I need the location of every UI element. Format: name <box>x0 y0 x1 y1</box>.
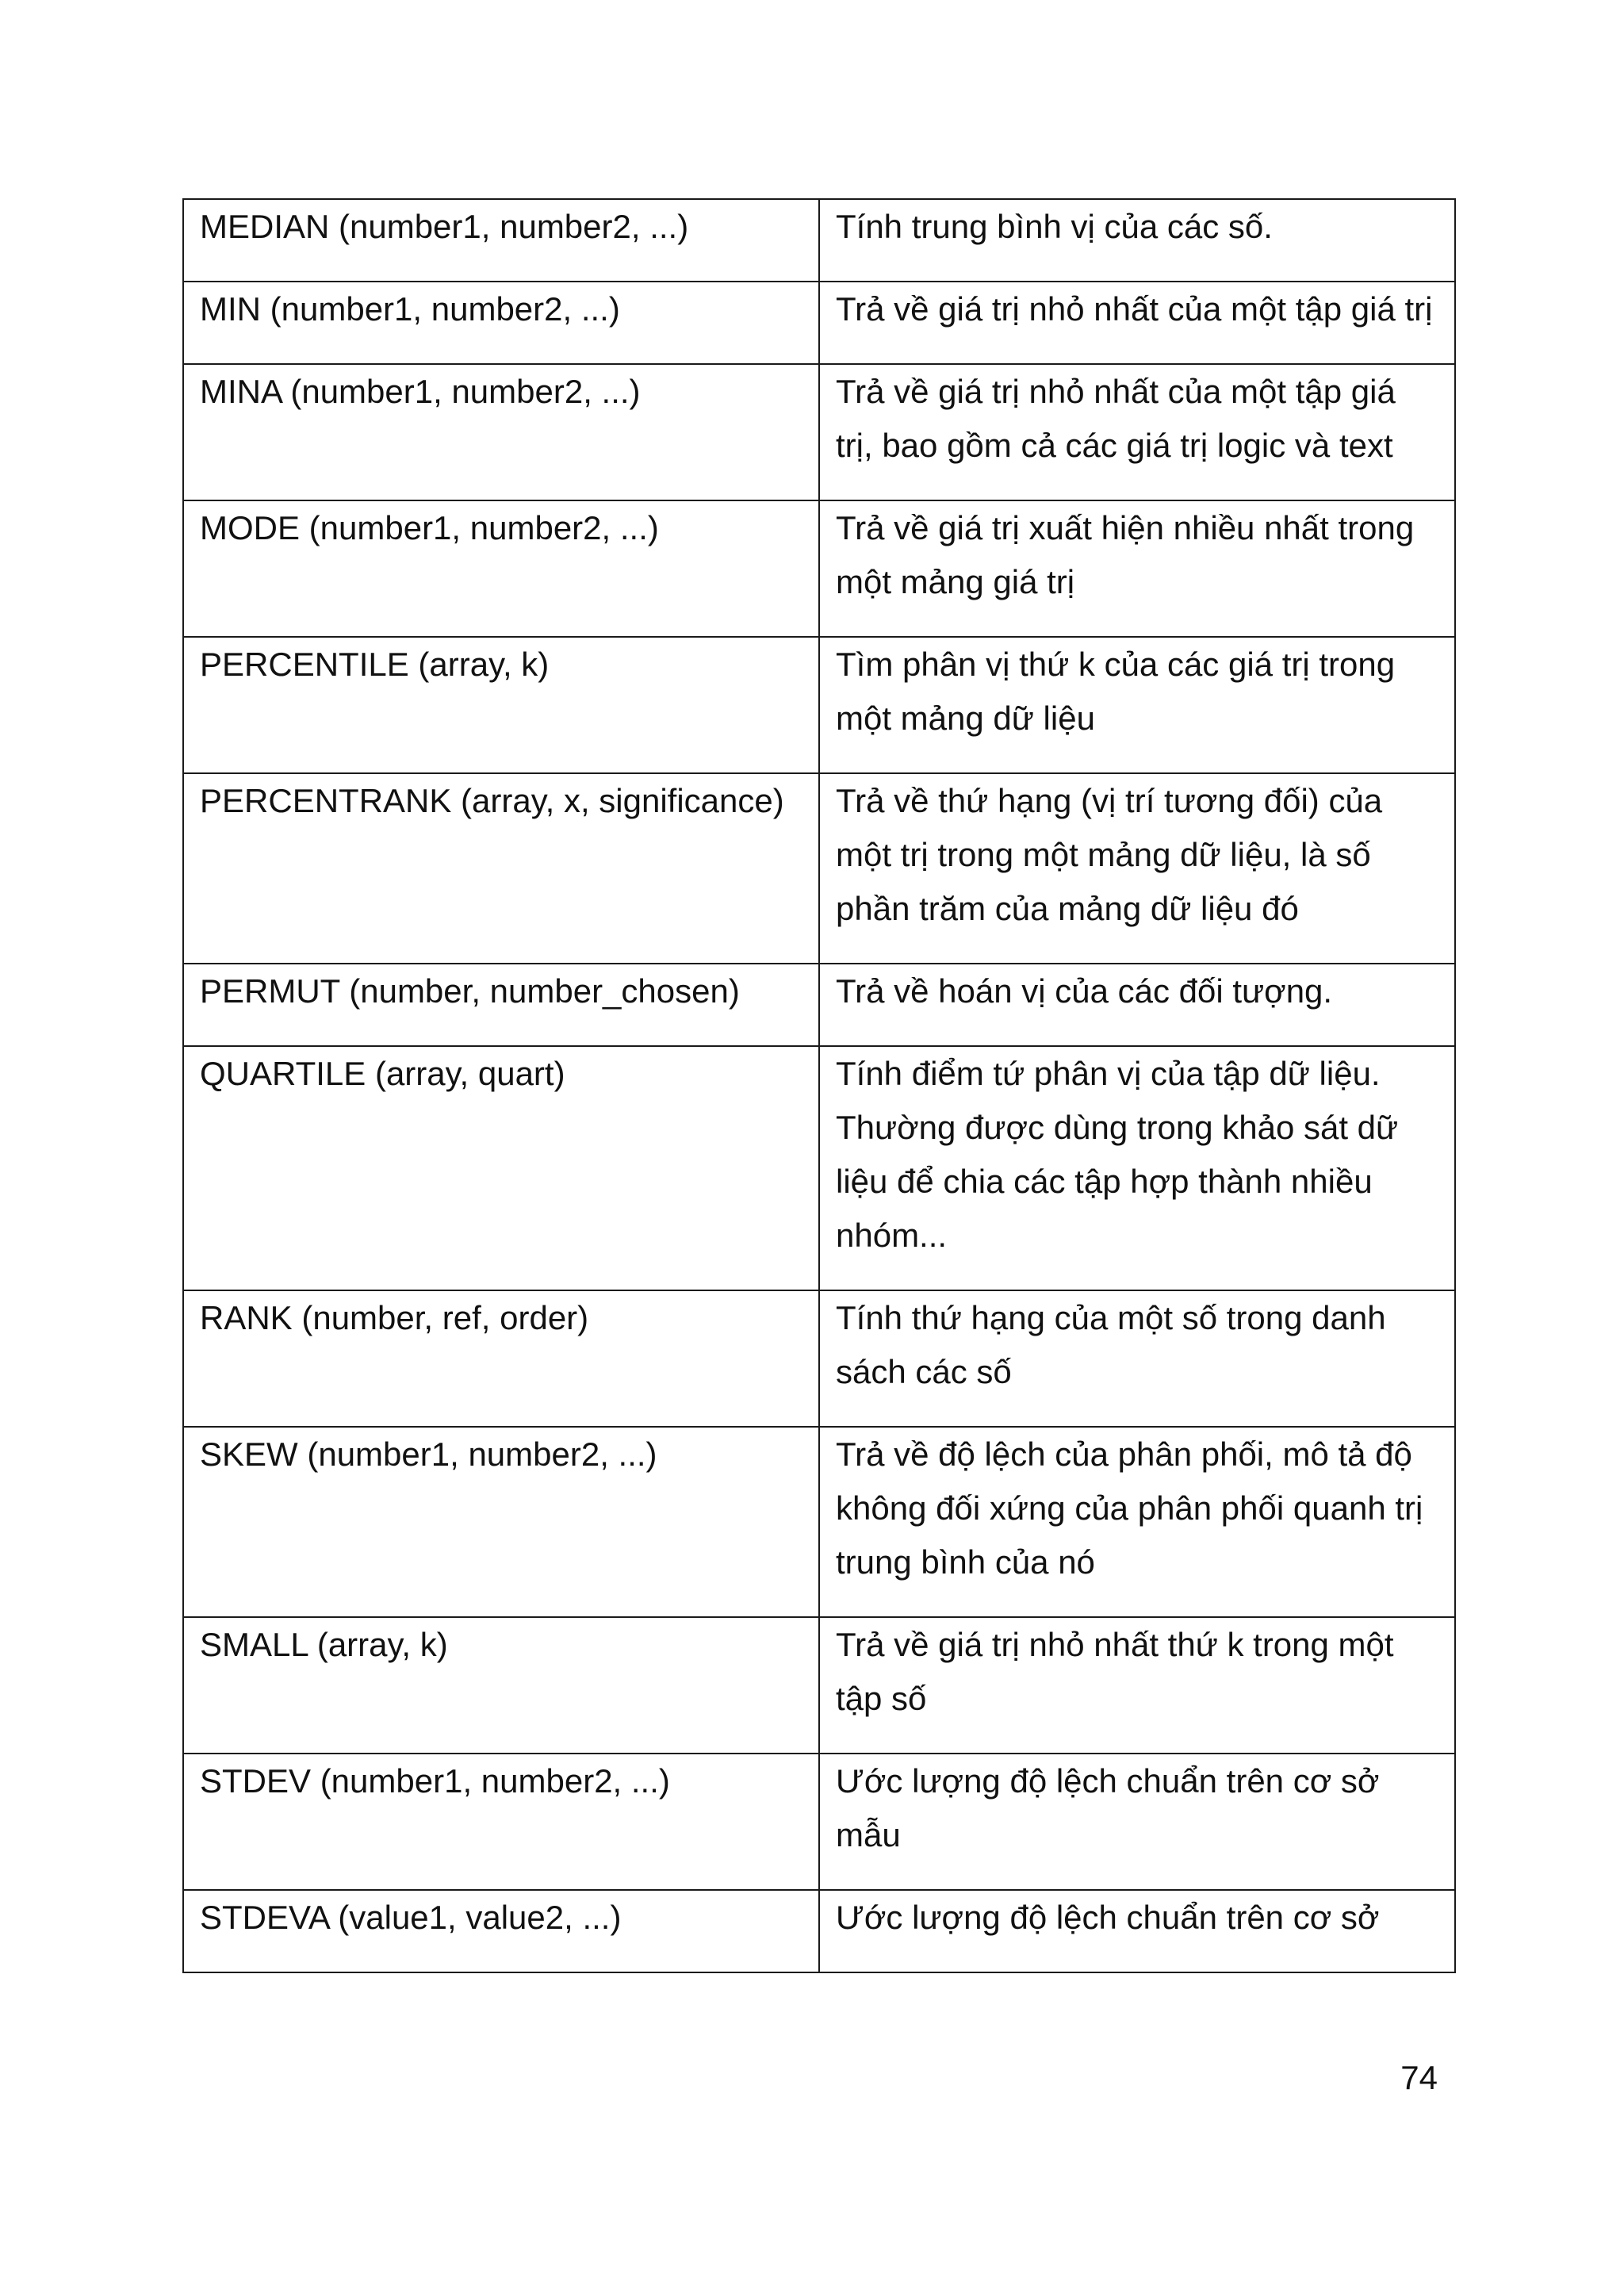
table-row <box>183 1754 1455 1890</box>
function-signature: SKEW (number1, number2, ...) <box>200 1435 657 1473</box>
function-table <box>182 198 1456 1973</box>
page-number: 74 <box>1400 2059 1438 2096</box>
table-row <box>183 1890 1455 1972</box>
function-description: Ước lượng độ lệch chuẩn trên cơ sở <box>836 1899 1380 1936</box>
function-description: Trả về độ lệch của phân phối, mô tả độ không đối xứng của phân phối quanh trị trung bình của nó <box>836 1435 1423 1581</box>
function-cell <box>183 1290 819 1427</box>
function-description: Trả về giá trị nhỏ nhất của một tập giá trị <box>836 290 1433 328</box>
function-description: Tính điểm tứ phân vị của tập dữ liệu. Thường được dùng trong khảo sát dữ liệu để chia các tập hợp thành nhiều nhóm... <box>836 1055 1399 1254</box>
function-cell <box>183 637 819 773</box>
function-description: Trả về giá trị xuất hiện nhiều nhất trong một mảng giá trị <box>836 509 1415 600</box>
function-description: Ước lượng độ lệch chuẩn trên cơ sở mẫu <box>836 1762 1380 1853</box>
function-cell <box>183 364 819 500</box>
function-description: Trả về giá trị nhỏ nhất thứ k trong một tập số <box>836 1626 1394 1717</box>
description-cell <box>819 1890 1455 1972</box>
table-row <box>183 637 1455 773</box>
description-cell <box>819 199 1455 282</box>
function-cell <box>183 500 819 637</box>
function-signature: PERMUT (number, number_chosen) <box>200 972 740 1010</box>
description-cell <box>819 364 1455 500</box>
table-row <box>183 199 1455 282</box>
function-signature: QUARTILE (array, quart) <box>200 1055 565 1092</box>
description-cell <box>819 964 1455 1046</box>
function-signature: RANK (number, ref, order) <box>200 1299 589 1336</box>
function-signature: STDEVA (value1, value2, ...) <box>200 1899 622 1936</box>
function-signature: SMALL (array, k) <box>200 1626 448 1663</box>
description-cell <box>819 500 1455 637</box>
function-cell <box>183 1046 819 1290</box>
function-cell <box>183 1427 819 1617</box>
table-row <box>183 282 1455 364</box>
function-cell <box>183 1754 819 1890</box>
table-row <box>183 773 1455 964</box>
description-cell <box>819 773 1455 964</box>
table-row <box>183 500 1455 637</box>
function-signature: MIN (number1, number2, ...) <box>200 290 620 328</box>
description-cell <box>819 1754 1455 1890</box>
table-row <box>183 1290 1455 1427</box>
function-signature: MODE (number1, number2, ...) <box>200 509 659 546</box>
function-cell <box>183 1617 819 1754</box>
function-description: Trả về hoán vị của các đối tượng. <box>836 972 1333 1010</box>
table-row <box>183 1427 1455 1617</box>
description-cell <box>819 1290 1455 1427</box>
description-cell <box>819 637 1455 773</box>
function-description: Trả về giá trị nhỏ nhất của một tập giá trị, bao gồm cả các giá trị logic và text <box>836 373 1396 464</box>
description-cell <box>819 1617 1455 1754</box>
function-description: Tính thứ hạng của một số trong danh sách các số <box>836 1299 1386 1390</box>
function-signature: STDEV (number1, number2, ...) <box>200 1762 670 1800</box>
description-cell <box>819 1046 1455 1290</box>
table-row <box>183 1046 1455 1290</box>
function-cell <box>183 773 819 964</box>
function-signature: PERCENTILE (array, k) <box>200 646 550 683</box>
table-row <box>183 1617 1455 1754</box>
function-cell <box>183 282 819 364</box>
function-signature: PERCENTRANK (array, x, significance) <box>200 782 784 819</box>
function-cell <box>183 199 819 282</box>
function-description: Tìm phân vị thứ k của các giá trị trong một mảng dữ liệu <box>836 646 1396 737</box>
table-row <box>183 964 1455 1046</box>
function-description: Trả về thứ hạng (vị trí tương đối) của một trị trong một mảng dữ liệu, là số phần trăm của mảng dữ liệu đó <box>836 782 1383 927</box>
function-cell <box>183 964 819 1046</box>
function-signature: MINA (number1, number2, ...) <box>200 373 641 410</box>
table-row <box>183 364 1455 500</box>
function-description: Tính trung bình vị của các số. <box>836 208 1273 245</box>
description-cell <box>819 282 1455 364</box>
function-signature: MEDIAN (number1, number2, ...) <box>200 208 689 245</box>
description-cell <box>819 1427 1455 1617</box>
function-cell <box>183 1890 819 1972</box>
